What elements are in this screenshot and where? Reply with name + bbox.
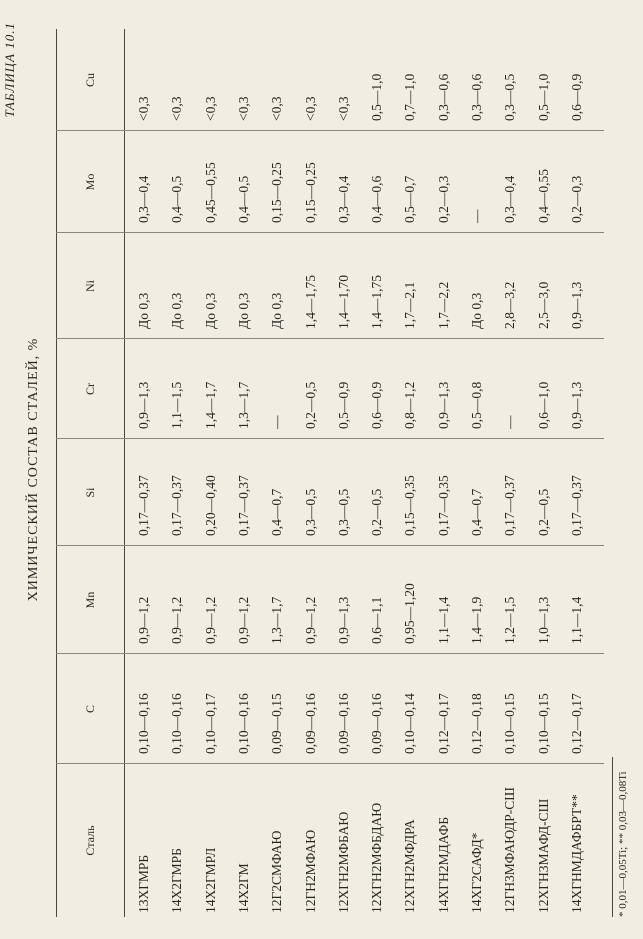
value-cell-si: 0,3—0,5 xyxy=(335,488,351,536)
steel-grade-cell: 12ХГН2МФДРА xyxy=(402,819,418,913)
header-col-mn: Mn xyxy=(82,591,97,609)
value-cell-ni: 1,7—2,2 xyxy=(435,281,451,329)
value-cell-cu: 0,7—1,0 xyxy=(402,73,418,121)
steel-grade-cell: 12ХГН3МАФД-СШ xyxy=(535,798,551,913)
value-cell-ni: 2,8—3,2 xyxy=(502,281,518,329)
value-cell-mn: 0,9—1,2 xyxy=(169,596,185,644)
value-cell-cr: 0,2—0,5 xyxy=(302,381,318,429)
steel-grade-cell: 12ХГН2МФБАЮ xyxy=(335,811,351,913)
value-cell-cr: 0,9—1,3 xyxy=(136,381,151,429)
table-row xyxy=(531,0,557,939)
value-cell-mo: 0,2—0,3 xyxy=(568,175,584,223)
value-cell-cu: 0,3—0,5 xyxy=(502,73,518,121)
steel-grade-cell: 14Х2ГМРЛ xyxy=(202,847,218,913)
header-rule xyxy=(124,29,125,917)
value-cell-si: 0,17—0,37 xyxy=(502,475,518,536)
header-col-ni: Ni xyxy=(82,280,97,292)
value-cell-cu: <0,3 xyxy=(269,96,285,121)
value-cell-c: 0,12—0,17 xyxy=(568,693,584,754)
value-cell-mo: 0,3—0,4 xyxy=(502,175,518,223)
value-cell-c: 0,09—0,16 xyxy=(335,693,351,754)
value-cell-mo: 0,4—0,55 xyxy=(535,169,551,223)
value-cell-cr: — xyxy=(502,415,518,429)
steel-grade-cell: 14ХГН2МДАФБ xyxy=(435,816,451,913)
value-cell-c: 0,10—0,15 xyxy=(535,693,551,754)
value-cell-mo: 0,3—0,4 xyxy=(335,175,351,223)
value-cell-ni: До 0,3 xyxy=(202,292,218,329)
table-row xyxy=(131,0,157,939)
steel-grade-cell: 14Х2ГМРБ xyxy=(169,848,185,913)
table-row xyxy=(298,0,324,939)
value-cell-si: 0,2—0,5 xyxy=(369,488,385,536)
steel-grade-cell: 12ГН2МФАЮ xyxy=(302,829,318,913)
value-cell-cr: 0,8—1,2 xyxy=(402,381,418,429)
value-cell-mn: 1,0—1,3 xyxy=(535,596,551,644)
value-cell-si: 0,3—0,5 xyxy=(302,488,318,536)
header-col-steel: Сталь xyxy=(82,825,97,856)
value-cell-cu: 0,3—0,6 xyxy=(435,73,451,121)
value-cell-mo: 0,45—0,55 xyxy=(202,162,218,223)
value-cell-si: 0,20—0,40 xyxy=(202,475,218,536)
value-cell-cr: 0,9—1,3 xyxy=(568,381,584,429)
steel-grade-cell: 14ХГ2САФД* xyxy=(469,832,484,913)
header-col-c: C xyxy=(82,705,97,714)
value-cell-mn: 0,9—1,3 xyxy=(335,596,351,644)
value-cell-cu: 0,5—1,0 xyxy=(369,73,385,121)
steel-grade-cell: 14Х2ГМ xyxy=(235,863,251,913)
header-col-si: Si xyxy=(82,487,97,498)
table-row xyxy=(164,0,190,939)
value-cell-si: 0,15—0,35 xyxy=(402,475,418,536)
value-cell-ni: До 0,3 xyxy=(169,292,185,329)
value-cell-mn: 0,9—1,2 xyxy=(202,596,218,644)
table-row xyxy=(431,0,457,939)
value-cell-mn: 0,9—1,2 xyxy=(136,596,151,644)
value-cell-cr: 1,1—1,5 xyxy=(169,381,185,429)
table-title: ХИМИЧЕСКИЙ СОСТАВ СТАЛЕЙ, % xyxy=(26,337,41,602)
table-row xyxy=(497,0,523,939)
value-cell-si: 0,17—0,37 xyxy=(568,475,584,536)
footnote xyxy=(612,757,629,917)
value-cell-mn: 0,95—1,20 xyxy=(402,583,418,644)
header-col-cr: Cr xyxy=(82,383,97,395)
value-cell-mn: 0,9—1,2 xyxy=(235,596,251,644)
value-cell-mn: 0,9—1,2 xyxy=(302,596,318,644)
value-cell-si: 0,4—0,7 xyxy=(469,488,484,536)
value-cell-ni: До 0,3 xyxy=(469,292,484,329)
steel-grade-cell: 12Г2СМФАЮ xyxy=(269,830,285,913)
value-cell-cu: <0,3 xyxy=(302,96,318,121)
table-row xyxy=(231,0,257,939)
value-cell-cr: 0,6—0,9 xyxy=(369,381,385,429)
value-cell-c: 0,09—0,16 xyxy=(302,693,318,754)
table-label: ТАБЛИЦА 10.1 xyxy=(2,22,17,118)
value-cell-ni: До 0,3 xyxy=(269,292,285,329)
table-row xyxy=(364,0,390,939)
value-cell-si: 0,17—0,37 xyxy=(169,475,185,536)
value-cell-si: 0,17—0,35 xyxy=(435,475,451,536)
value-cell-si: 0,17—0,37 xyxy=(136,475,151,536)
value-cell-ni: До 0,3 xyxy=(136,292,151,329)
table-row xyxy=(331,0,357,939)
value-cell-c: 0,12—0,17 xyxy=(435,693,451,754)
value-cell-mn: 1,1—1,4 xyxy=(568,596,584,644)
value-cell-mo: 0,4—0,6 xyxy=(369,175,385,223)
steel-grade-cell: 12ГН3МФАЮДР-СШ xyxy=(502,787,518,913)
value-cell-mn: 1,2—1,5 xyxy=(502,596,518,644)
value-cell-mo: — xyxy=(469,209,484,223)
value-cell-cu: 0,5—1,0 xyxy=(535,73,551,121)
value-cell-si: 0,4—0,7 xyxy=(269,488,285,536)
value-cell-mo: 0,4—0,5 xyxy=(169,175,185,223)
value-cell-ni: 2,5—3,0 xyxy=(535,281,551,329)
value-cell-mn: 1,3—1,7 xyxy=(269,596,285,644)
value-cell-cu: <0,3 xyxy=(235,96,251,121)
value-cell-cr: — xyxy=(269,415,285,429)
value-cell-mo: 0,15—0,25 xyxy=(302,162,318,223)
value-cell-cu: <0,3 xyxy=(335,96,351,121)
value-cell-c: 0,10—0,16 xyxy=(169,693,185,754)
value-cell-mo: 0,15—0,25 xyxy=(269,162,285,223)
value-cell-ni: До 0,3 xyxy=(235,292,251,329)
table-row xyxy=(198,0,224,939)
value-cell-c: 0,10—0,14 xyxy=(402,693,418,754)
value-cell-ni: 1,4—1,75 xyxy=(302,275,318,329)
value-cell-cr: 0,5—0,9 xyxy=(335,381,351,429)
value-cell-mn: 0,6—1,1 xyxy=(369,596,385,644)
value-cell-cr: 0,5—0,8 xyxy=(469,381,484,429)
table-row xyxy=(464,0,490,939)
value-cell-si: 0,2—0,5 xyxy=(535,488,551,536)
value-cell-mo: 0,3—0,4 xyxy=(136,175,151,223)
value-cell-ni: 1,7—2,1 xyxy=(402,281,418,329)
value-cell-cu: 0,3—0,6 xyxy=(469,73,484,121)
value-cell-c: 0,09—0,15 xyxy=(269,693,285,754)
value-cell-mo: 0,4—0,5 xyxy=(235,175,251,223)
value-cell-cr: 0,6—1,0 xyxy=(535,381,551,429)
value-cell-mo: 0,2—0,3 xyxy=(435,175,451,223)
value-cell-cu: <0,3 xyxy=(202,96,218,121)
value-cell-c: 0,10—0,16 xyxy=(235,693,251,754)
value-cell-cr: 1,4—1,7 xyxy=(202,381,218,429)
footnote-text: * 0,01—0,05Ti; ** 0,03—0,08Ti xyxy=(617,771,629,917)
value-cell-mo: 0,5—0,7 xyxy=(402,175,418,223)
steel-grade-cell: 12ХГН2МФБДАЮ xyxy=(369,802,385,913)
value-cell-ni: 0,9—1,3 xyxy=(568,281,584,329)
steel-grade-cell: 14ХГНМДАФБРТ** xyxy=(568,794,584,913)
value-cell-mn: 1,4—1,9 xyxy=(469,596,484,644)
header-col-cu: Cu xyxy=(82,73,97,88)
value-cell-cu: <0,3 xyxy=(136,96,151,121)
table-row xyxy=(564,0,590,939)
value-cell-c: 0,10—0,16 xyxy=(136,693,151,754)
value-cell-c: 0,09—0,16 xyxy=(369,693,385,754)
value-cell-ni: 1,4—1,75 xyxy=(369,275,385,329)
value-cell-c: 0,10—0,17 xyxy=(202,693,218,754)
table-row xyxy=(397,0,423,939)
steel-grade-cell: 13ХГМРБ xyxy=(136,854,151,913)
value-cell-cr: 1,3—1,7 xyxy=(235,381,251,429)
table-row xyxy=(264,0,290,939)
value-cell-cu: 0,6—0,9 xyxy=(568,73,584,121)
value-cell-ni: 1,4—1,70 xyxy=(335,275,351,329)
value-cell-c: 0,12—0,18 xyxy=(469,693,484,754)
value-cell-c: 0,10—0,15 xyxy=(502,693,518,754)
value-cell-si: 0,17—0,37 xyxy=(235,475,251,536)
value-cell-cu: <0,3 xyxy=(169,96,185,121)
value-cell-mn: 1,1—1,4 xyxy=(435,596,451,644)
header-col-mo: Mo xyxy=(82,173,97,191)
value-cell-cr: 0,9—1,3 xyxy=(435,381,451,429)
